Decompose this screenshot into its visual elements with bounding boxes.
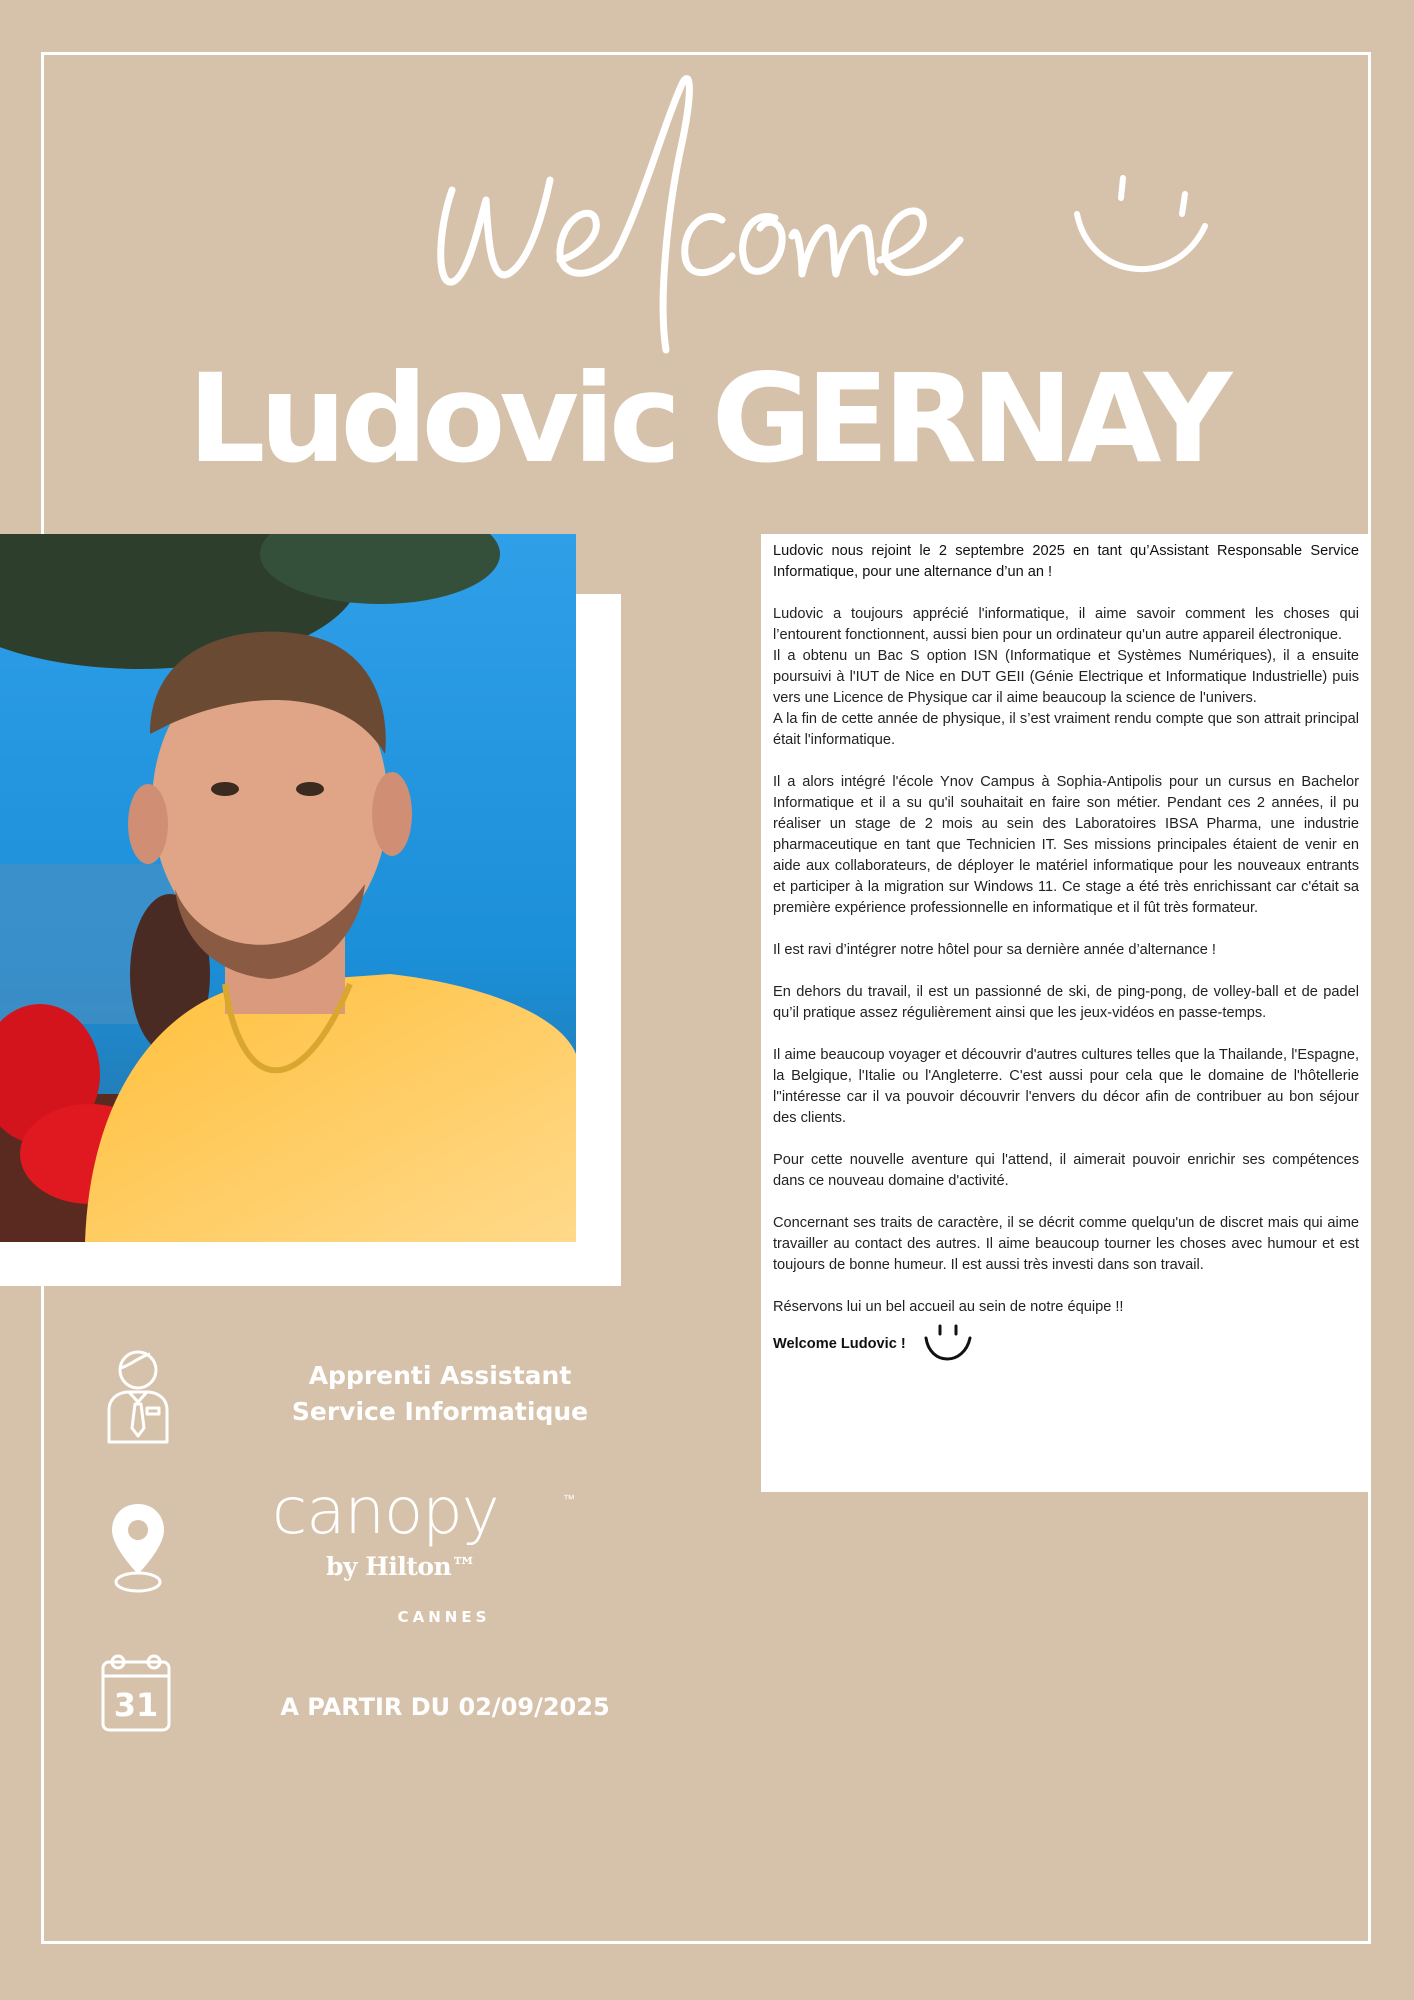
welcome-script <box>430 60 1030 360</box>
closing-text: Welcome Ludovic ! <box>773 1335 906 1352</box>
bio-paragraph: Concernant ses traits de caractère, il se décrit comme quelqu'un de discret mais qui aime travailler au contact des autres. Il aime beaucoup tourner les choses avec humour et est toujours de bonne humeur. Il est aussi très investi dans son travail. <box>773 1215 1359 1273</box>
smiley-icon <box>922 1322 972 1366</box>
bio-paragraph: Il a alors intégré l'école Ynov Campus à Sophia-Antipolis pour un cursus en Bachelor Informatique et il a su qu'il souhaitait en faire son métier. Pendant ces 2 années, il pu réaliser un stage de 2 mois au sein des Laboratoires IBSA Pharma, une industrie pharmaceutique en tant que Technicien IT. Ses missions principales étaient de venir en aide aux collaborateurs, de déployer le matériel informatique pour les nouveaux entrants et participer à la migration sur Windows 11. Ce stage a été très enrichissant car c'était sa première expérience professionnelle en informatique et il fût très formateur. <box>773 774 1359 916</box>
calendar-icon <box>100 1652 172 1734</box>
canopy-logo <box>268 1475 628 1630</box>
calendar-day: 31 <box>113 1686 159 1724</box>
bio-paragraph: Ludovic a toujours apprécié l'informatique, il aime savoir comment les choses qui l’entourent fonctionnent, aussi bien pour un ordinateur qu'un autre appareil électronique. Il a obtenu un Bac S option ISN (Informatique et Systèmes Numériques), il a ensuite poursuivi à l'IUT de Nice en DUT GEII (Génie Electrique et Informatique Industrielle) puis vers une Licence de Physique car il aime beaucoup la science de l'univers. A la fin de cette année de physique, il s’est vraiment rendu compte que son attrait principal était l'informatique. <box>773 606 1359 748</box>
smiley-icon <box>1065 170 1215 290</box>
bio-paragraph: Il est ravi d’intégrer notre hôtel pour sa dernière année d’alternance ! <box>773 942 1216 958</box>
employee-name: Ludovic GERNAY <box>187 348 1227 490</box>
employee-photo <box>0 534 576 1242</box>
bio-paragraph: Pour cette nouvelle aventure qui l'attend, il aimerait pouvoir enrichir ses compétences dans ce nouveau domaine d'activité. <box>773 1152 1359 1189</box>
start-date: A PARTIR DU 02/09/2025 <box>280 1693 610 1721</box>
location-pin-icon <box>108 1500 168 1596</box>
logo-subtitle: by Hilton™ <box>326 1552 476 1581</box>
bio-text-box <box>761 534 1371 1492</box>
closing-line <box>773 1322 1359 1366</box>
logo-wordmark: canopy <box>272 1475 499 1549</box>
job-title: Apprenti Assistant Service Informatique <box>291 1361 589 1426</box>
bio-paragraph: Ludovic nous rejoint le 2 septembre 2025 en tant qu’Assistant Responsable Service Informatique, pour une alternance d’un an ! <box>773 543 1359 580</box>
bio-paragraph: Réservons lui un bel accueil au sein de notre équipe !! <box>773 1299 1124 1315</box>
employee-icon <box>105 1348 171 1444</box>
bio-paragraph: Il aime beaucoup voyager et découvrir d'autres cultures telles que la Thailande, l'Espagne, la Belgique, l'Italie ou l'Angleterre. C'est aussi pour cela que le domaine de l'hôtellerie l''intéresse car il va pouvoir découvrir l'envers du décor afin de contribuer au bon séjour des clients. <box>773 1047 1359 1126</box>
bio-paragraph: En dehors du travail, il est un passionné de ski, de ping-pong, de volley-ball et de padel qu’il pratique assez régulièrement ainsi que les jeux-vidéos en passe-temps. <box>773 984 1359 1021</box>
logo-trademark: ™ <box>563 1492 575 1506</box>
logo-city: CANNES <box>397 1608 491 1626</box>
